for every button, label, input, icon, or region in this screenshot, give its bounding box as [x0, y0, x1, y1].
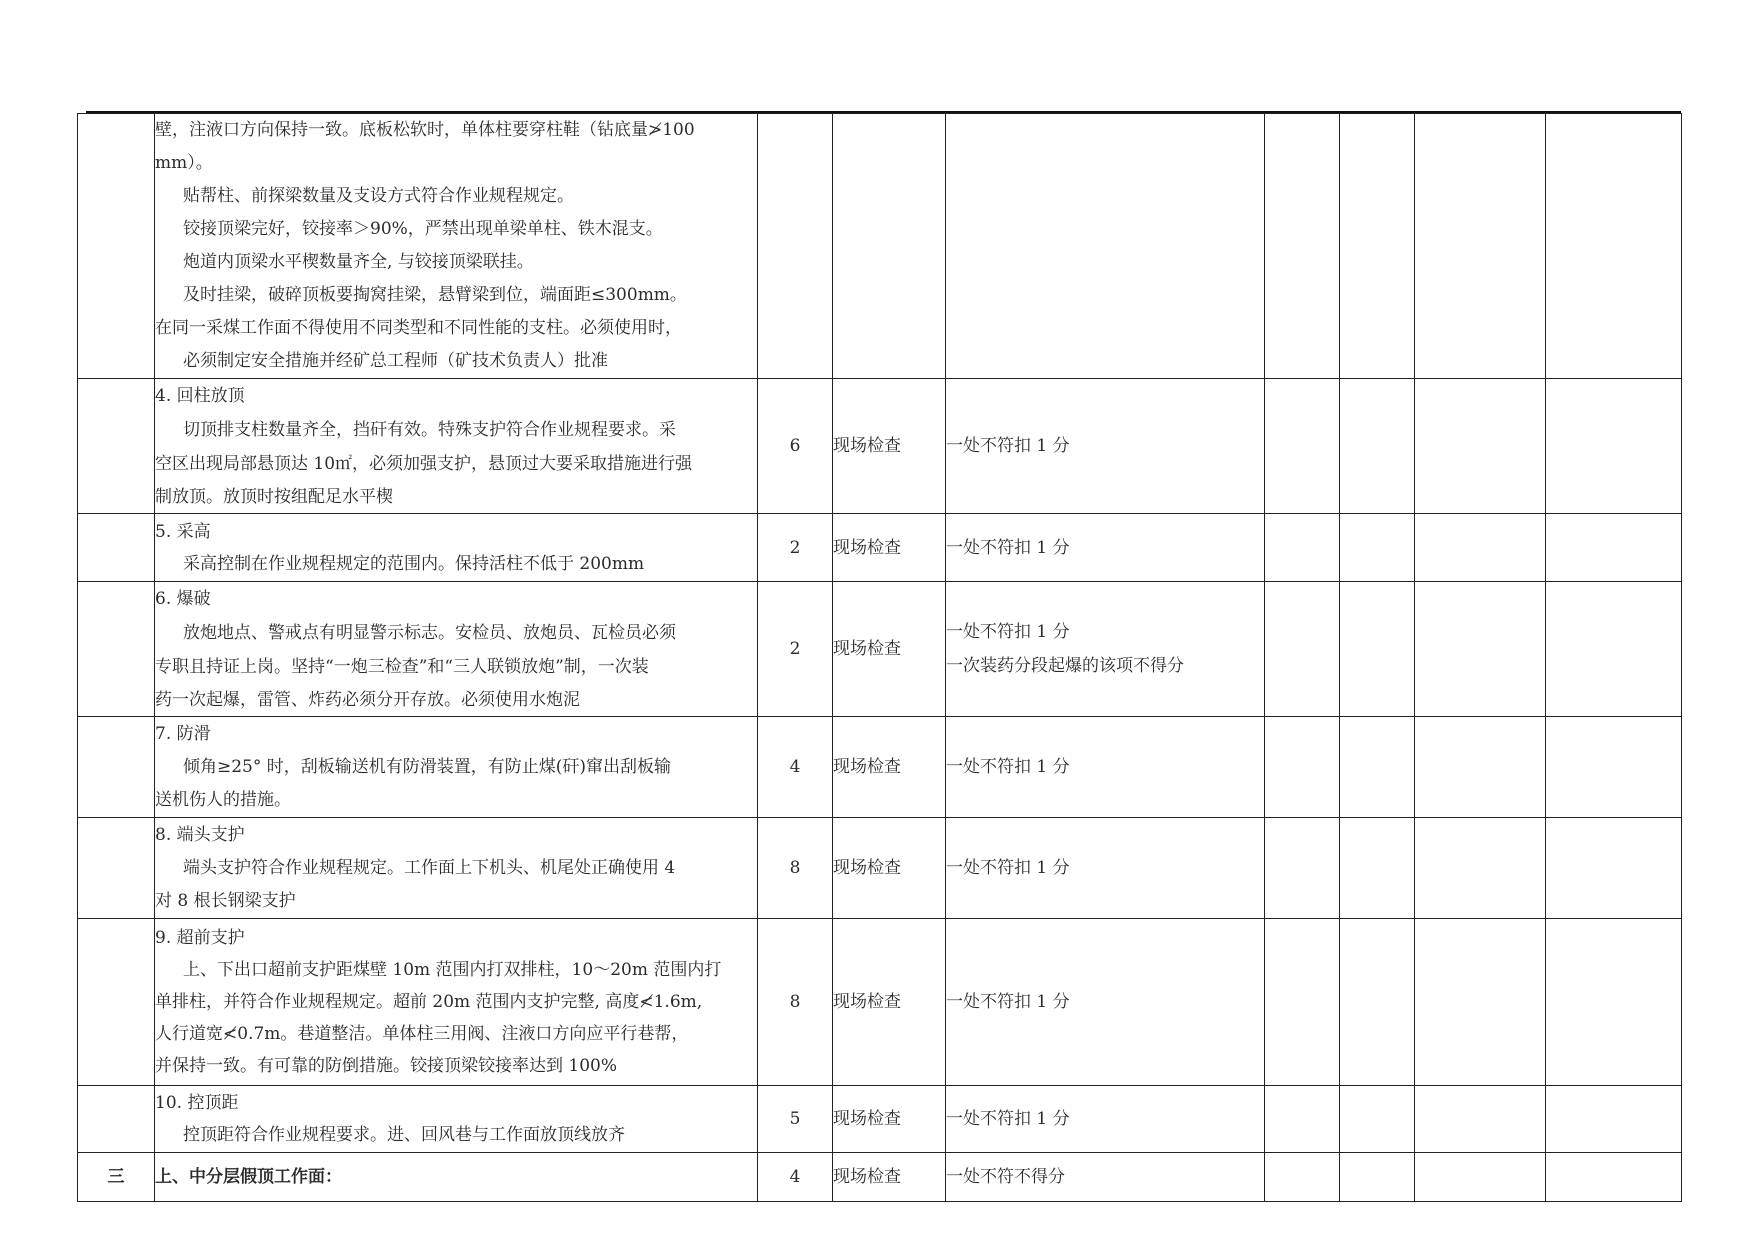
method-cell	[833, 114, 946, 379]
table-row	[78, 1153, 1682, 1202]
content-line: 采高控制在作业规程规定的范围内。保持活柱不低于 200mm	[183, 553, 645, 574]
blank-cell	[1415, 919, 1546, 1086]
rule-text: 一处不符扣 1 分	[946, 757, 1070, 777]
rule-cell	[946, 379, 1265, 514]
rule-text: 一处不符扣 1 分	[946, 858, 1070, 878]
content-line: 9. 超前支护	[155, 928, 245, 948]
content-cell	[155, 1153, 758, 1202]
content-line: 并保持一致。有可靠的防倒措施。铰接顶梁铰接率达到 100%	[155, 1056, 618, 1076]
method-cell	[833, 919, 946, 1086]
method-text: 现场检查	[833, 537, 901, 558]
content-line: 10. 控顶距	[155, 1093, 239, 1113]
content-line: 送机伤人的措施。	[155, 790, 291, 810]
score-cell	[758, 114, 833, 379]
rule-cell	[946, 582, 1265, 717]
method-text: 现场检查	[833, 992, 901, 1012]
section-number-cell	[78, 379, 155, 514]
score-value: 2	[789, 639, 801, 659]
rule-cell	[946, 514, 1265, 582]
score-cell	[758, 1086, 833, 1153]
content-line: 端头支护符合作业规程规定。工作面上下机头、机尾处正确使用 4	[183, 858, 676, 878]
blank-cell	[1340, 717, 1415, 818]
method-text: 现场检查	[833, 436, 901, 456]
content-line: 空区出现局部悬顶达 10㎡，必须加强支护，悬顶过大要采取措施进行强	[155, 454, 693, 474]
score-cell	[758, 717, 833, 818]
content-cell	[155, 717, 758, 818]
content-line: 在同一采煤工作面不得使用不同类型和不同性能的支柱。必须使用时，	[155, 318, 682, 338]
blank-cell	[1265, 514, 1340, 582]
rule-cell	[946, 1086, 1265, 1153]
rule-text: 一处不符扣 1 分	[946, 622, 1070, 642]
table-row	[78, 379, 1682, 514]
rule-cell	[946, 818, 1265, 919]
content-cell	[155, 514, 758, 582]
content-line: 对 8 根长钢梁支护	[155, 891, 296, 911]
section-number: 三	[107, 1167, 125, 1187]
inspection-table	[77, 113, 1682, 1202]
content-line: 单排柱，并符合作业规程规定。超前 20m 范围内支护完整, 高度≮1.6m,	[155, 992, 703, 1012]
method-text: 现场检查	[833, 639, 901, 659]
blank-cell	[1265, 919, 1340, 1086]
blank-cell	[1415, 818, 1546, 919]
blank-cell	[1415, 1086, 1546, 1153]
table-row	[78, 717, 1682, 818]
section-title: 上、中分层假顶工作面：	[155, 1167, 342, 1187]
blank-cell	[1546, 514, 1682, 582]
score-value: 8	[789, 858, 801, 878]
blank-cell	[1546, 818, 1682, 919]
rule-cell	[946, 717, 1265, 818]
blank-cell	[1546, 717, 1682, 818]
table-row	[78, 114, 1682, 379]
table-body	[78, 114, 1682, 1202]
content-line: 控顶距符合作业规程要求。进、回风巷与工作面放顶线放齐	[183, 1125, 625, 1145]
score-value: 4	[789, 757, 801, 777]
blank-cell	[1415, 582, 1546, 717]
blank-cell	[1340, 514, 1415, 582]
content-line: 放炮地点、警戒点有明显警示标志。安检员、放炮员、瓦检员必须	[183, 623, 676, 643]
table-row	[78, 1086, 1682, 1153]
blank-cell	[1415, 1153, 1546, 1202]
score-cell	[758, 1153, 833, 1202]
rule-text: 一处不符扣 1 分	[946, 537, 1070, 558]
content-line: 上、下出口超前支护距煤壁 10m 范围内打双排柱，10～20m 范围内打	[183, 960, 722, 980]
blank-cell	[1340, 1153, 1415, 1202]
rule-cell	[946, 919, 1265, 1086]
method-cell	[833, 1086, 946, 1153]
content-line: 药一次起爆，雷管、炸药必须分开存放。必须使用水炮泥	[155, 690, 580, 710]
section-number-cell	[78, 1153, 155, 1202]
rule-text: 一处不符扣 1 分	[946, 992, 1070, 1012]
content-line: 4. 回柱放顶	[155, 386, 245, 406]
blank-cell	[1546, 379, 1682, 514]
section-number-cell	[78, 818, 155, 919]
content-line: 7. 防滑	[155, 724, 211, 744]
content-line: 8. 端头支护	[155, 825, 245, 845]
blank-cell	[1265, 818, 1340, 919]
blank-cell	[1546, 1153, 1682, 1202]
rule-text: 一次装药分段起爆的该项不得分	[946, 656, 1184, 676]
rule-cell	[946, 1153, 1265, 1202]
rule-text: 一处不符不得分	[946, 1167, 1065, 1187]
blank-cell	[1415, 717, 1546, 818]
content-line: 必须制定安全措施并经矿总工程师（矿技术负责人）批准	[183, 351, 608, 371]
content-line: mm）。	[155, 153, 213, 173]
section-number-cell	[78, 114, 155, 379]
blank-cell	[1415, 379, 1546, 514]
blank-cell	[1265, 1153, 1340, 1202]
method-cell	[833, 582, 946, 717]
blank-cell	[1340, 1086, 1415, 1153]
section-number-cell	[78, 717, 155, 818]
method-text: 现场检查	[833, 1109, 901, 1129]
table-row	[78, 919, 1682, 1086]
section-number-cell	[78, 919, 155, 1086]
blank-cell	[1546, 114, 1682, 379]
content-cell	[155, 379, 758, 514]
section-number-cell	[78, 1086, 155, 1153]
blank-cell	[1340, 114, 1415, 379]
method-text: 现场检查	[833, 1167, 901, 1187]
content-line: 切顶排支柱数量齐全，挡矸有效。特殊支护符合作业规程要求。采	[183, 420, 676, 440]
content-cell	[155, 919, 758, 1086]
content-line: 铰接顶梁完好，铰接率＞90%，严禁出现单梁单柱、铁木混支。	[183, 219, 663, 239]
score-cell	[758, 919, 833, 1086]
blank-cell	[1265, 582, 1340, 717]
section-number-cell	[78, 582, 155, 717]
content-line: 贴帮柱、前探梁数量及支设方式符合作业规程规定。	[183, 186, 574, 206]
blank-cell	[1340, 919, 1415, 1086]
table-row	[78, 514, 1682, 582]
content-line: 6. 爆破	[155, 589, 211, 609]
score-cell	[758, 582, 833, 717]
content-line: 专职且持证上岗。坚持“一炮三检查”和“三人联锁放炮”制，一次装	[155, 657, 649, 677]
score-cell	[758, 818, 833, 919]
blank-cell	[1546, 1086, 1682, 1153]
method-cell	[833, 379, 946, 514]
content-line: 壁，注液口方向保持一致。底板松软时，单体柱要穿柱鞋（钻底量≯100	[155, 120, 695, 140]
content-cell	[155, 818, 758, 919]
blank-cell	[1265, 114, 1340, 379]
table-row	[78, 582, 1682, 717]
blank-cell	[1340, 818, 1415, 919]
blank-cell	[1415, 114, 1546, 379]
score-value: 2	[789, 537, 801, 558]
method-cell	[833, 514, 946, 582]
score-value: 4	[789, 1167, 801, 1187]
blank-cell	[1265, 379, 1340, 514]
rule-text: 一处不符扣 1 分	[946, 436, 1070, 456]
content-cell	[155, 582, 758, 717]
score-value: 5	[789, 1109, 801, 1129]
content-line: 人行道宽≮0.7m。巷道整洁。单体柱三用阀、注液口方向应平行巷帮，	[155, 1024, 689, 1044]
content-line: 倾角≥25° 时，刮板输送机有防滑装置，有防止煤(矸)窜出刮板输	[183, 757, 672, 777]
score-value: 8	[789, 992, 801, 1012]
content-cell	[155, 114, 758, 379]
content-line: 5. 采高	[155, 521, 211, 542]
content-line: 炮道内顶梁水平楔数量齐全, 与铰接顶梁联挂。	[183, 252, 534, 272]
blank-cell	[1546, 582, 1682, 717]
method-cell	[833, 1153, 946, 1202]
rule-cell	[946, 114, 1265, 379]
rule-text: 一处不符扣 1 分	[946, 1109, 1070, 1129]
blank-cell	[1265, 717, 1340, 818]
blank-cell	[1265, 1086, 1340, 1153]
blank-cell	[1340, 582, 1415, 717]
method-text: 现场检查	[833, 858, 901, 878]
method-cell	[833, 717, 946, 818]
table-row	[78, 818, 1682, 919]
blank-cell	[1546, 919, 1682, 1086]
content-line: 及时挂梁，破碎顶板要掏窝挂梁，悬臂梁到位，端面距≤300mm。	[183, 285, 687, 305]
method-text: 现场检查	[833, 757, 901, 777]
score-cell	[758, 379, 833, 514]
blank-cell	[1340, 379, 1415, 514]
score-cell	[758, 514, 833, 582]
score-value: 6	[789, 436, 801, 456]
section-number-cell	[78, 514, 155, 582]
blank-cell	[1415, 514, 1546, 582]
content-cell	[155, 1086, 758, 1153]
content-line: 制放顶。放顶时按组配足水平楔	[155, 487, 393, 507]
method-cell	[833, 818, 946, 919]
